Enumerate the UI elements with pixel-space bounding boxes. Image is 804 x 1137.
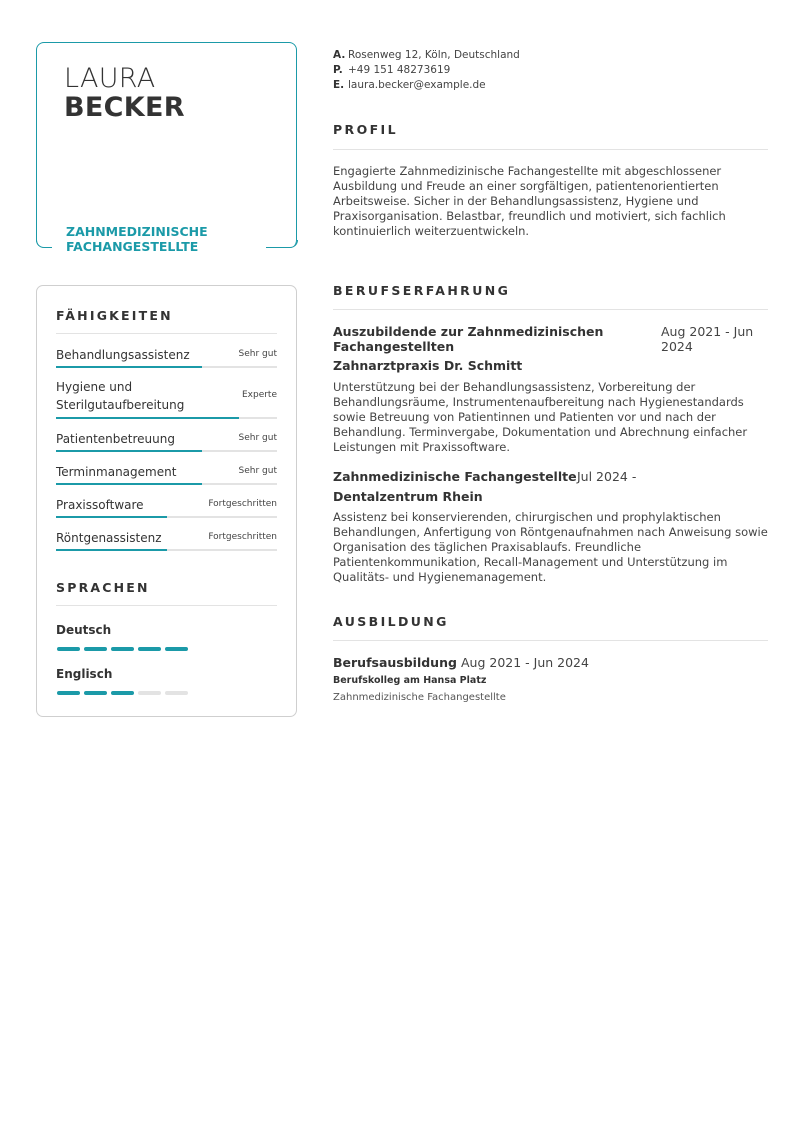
skill-level: Fortgeschritten <box>208 499 277 509</box>
contact-email <box>333 78 520 93</box>
language-level-dots <box>57 691 188 695</box>
education-rule <box>333 640 768 641</box>
last-name: BECKER <box>64 92 185 123</box>
card-corner-left <box>36 240 52 248</box>
skill-item <box>56 346 277 364</box>
skill-name: Röntgenassistenz <box>56 531 162 545</box>
skill-bar <box>56 417 277 419</box>
language-level-dots <box>57 647 188 651</box>
skill-name: Hygiene und Sterilgutaufbereitung <box>56 380 185 412</box>
skill-name: Behandlungsassistenz <box>56 348 190 362</box>
skill-level: Sehr gut <box>238 433 277 443</box>
language-level-dot <box>165 691 188 695</box>
language-level-dot <box>57 691 80 695</box>
education-heading: AUSBILDUNG <box>333 614 449 629</box>
skill-bar-fill <box>56 366 202 368</box>
job-position: Auszubildende zur Zahnmedizinischen Fachangestellten <box>333 324 604 354</box>
skill-item <box>56 463 277 481</box>
skill-item <box>56 430 277 448</box>
language-level-dot <box>138 647 161 651</box>
skill-bar <box>56 516 277 518</box>
education-degree: Berufsausbildung <box>333 655 457 670</box>
skill-level: Experte <box>241 390 277 400</box>
first-name: LAURA <box>64 63 156 94</box>
job-title: ZAHNMEDIZINISCHE FACHANGESTELLTE <box>66 224 266 254</box>
skill-bar-fill <box>56 417 239 419</box>
education-school: Berufskolleg am Hansa Platz <box>333 675 487 686</box>
job-company: Dentalzentrum Rhein <box>333 489 483 504</box>
email-value[interactable]: laura.becker@example.de <box>348 79 486 91</box>
language-level-dot <box>57 647 80 651</box>
skills-heading: FÄHIGKEITEN <box>56 308 173 323</box>
skills-rule <box>56 333 277 334</box>
languages-rule <box>56 605 277 606</box>
language-level-dot <box>84 691 107 695</box>
profile-rule <box>333 149 768 150</box>
skill-bar <box>56 450 277 452</box>
language-level-dot <box>138 691 161 695</box>
contact-address <box>333 48 520 63</box>
address-value: Rosenweg 12, Köln, Deutschland <box>348 49 520 61</box>
skill-name: Praxissoftware <box>56 498 144 512</box>
language-level-dot <box>165 647 188 651</box>
contact-phone <box>333 63 520 78</box>
language-name: Englisch <box>56 667 113 681</box>
skill-bar-fill <box>56 483 202 485</box>
skill-name: Terminmanagement <box>56 465 177 479</box>
phone-value: +49 151 48273619 <box>348 64 451 76</box>
skill-level: Fortgeschritten <box>208 532 277 542</box>
job-position: Zahnmedizinische Fachangestellte <box>333 469 577 484</box>
skill-item <box>56 378 277 414</box>
skill-name: Patientenbetreuung <box>56 432 175 446</box>
education-dates: Aug 2021 - Jun 2024 <box>461 655 589 670</box>
job-description: Assistenz bei konservierenden, chirurgischen und prophylaktischen Behandlungen, Anfertigung von Röntgenaufnahmen nach Anweisung sowie Organisation des täglichen Praxisablaufs. Freundliche Patientenkommunikation, Recall-Management und Unterstützung im Qualitäts- und Hygienemanagement. <box>333 510 768 584</box>
contact-block <box>333 48 520 93</box>
skill-item <box>56 529 277 547</box>
skill-bar-fill <box>56 450 202 452</box>
job-description: Unterstützung bei der Behandlungsassistenz, Vorbereitung der Behandlungsräume, Instrumentenaufbereitung nach Hygienestandards sowie Betreuung von Patientinnen und Patienten vor und nach der Behandlung. Terminvergabe, Dokumentation und Abrechnung einfacher Leistungen mit Praxissoftware. <box>333 380 748 454</box>
language-name: Deutsch <box>56 623 112 637</box>
sidebar-card <box>36 285 297 717</box>
skill-bar <box>56 483 277 485</box>
skill-level: Sehr gut <box>238 349 277 359</box>
profile-text: Engagierte Zahnmedizinische Fachangestellte mit abgeschlossener Ausbildung und Freude an einer sorgfältigen, patientenorientierten Arbeitsweise. Sicher in der Behandlungsassistenz, Hygiene und Praxisorganisation. Belastbar, freundlich und motiviert, sich fachlich kontinuierlich weiterzuentwickeln. <box>333 164 726 238</box>
skill-bar-fill <box>56 516 167 518</box>
skill-bar <box>56 549 277 551</box>
skill-bar <box>56 366 277 368</box>
education-field: Zahnmedizinische Fachangestellte <box>333 692 506 703</box>
email-label: E. <box>333 79 345 91</box>
phone-label: P. <box>333 64 343 76</box>
skill-item <box>56 496 277 514</box>
skill-bar-fill <box>56 549 167 551</box>
skill-level: Sehr gut <box>238 466 277 476</box>
job-dates: Jul 2024 - <box>577 469 637 484</box>
language-level-dot <box>84 647 107 651</box>
language-level-dot <box>111 647 134 651</box>
job-dates: Aug 2021 - Jun 2024 <box>661 324 754 354</box>
experience-heading: BERUFSERFAHRUNG <box>333 283 511 298</box>
name-card <box>36 42 297 254</box>
languages-heading: SPRACHEN <box>56 580 150 595</box>
profile-heading: PROFIL <box>333 122 398 137</box>
address-label: A. <box>333 49 346 61</box>
experience-rule <box>333 309 768 310</box>
language-level-dot <box>111 691 134 695</box>
job-company: Zahnarztpraxis Dr. Schmitt <box>333 358 523 373</box>
